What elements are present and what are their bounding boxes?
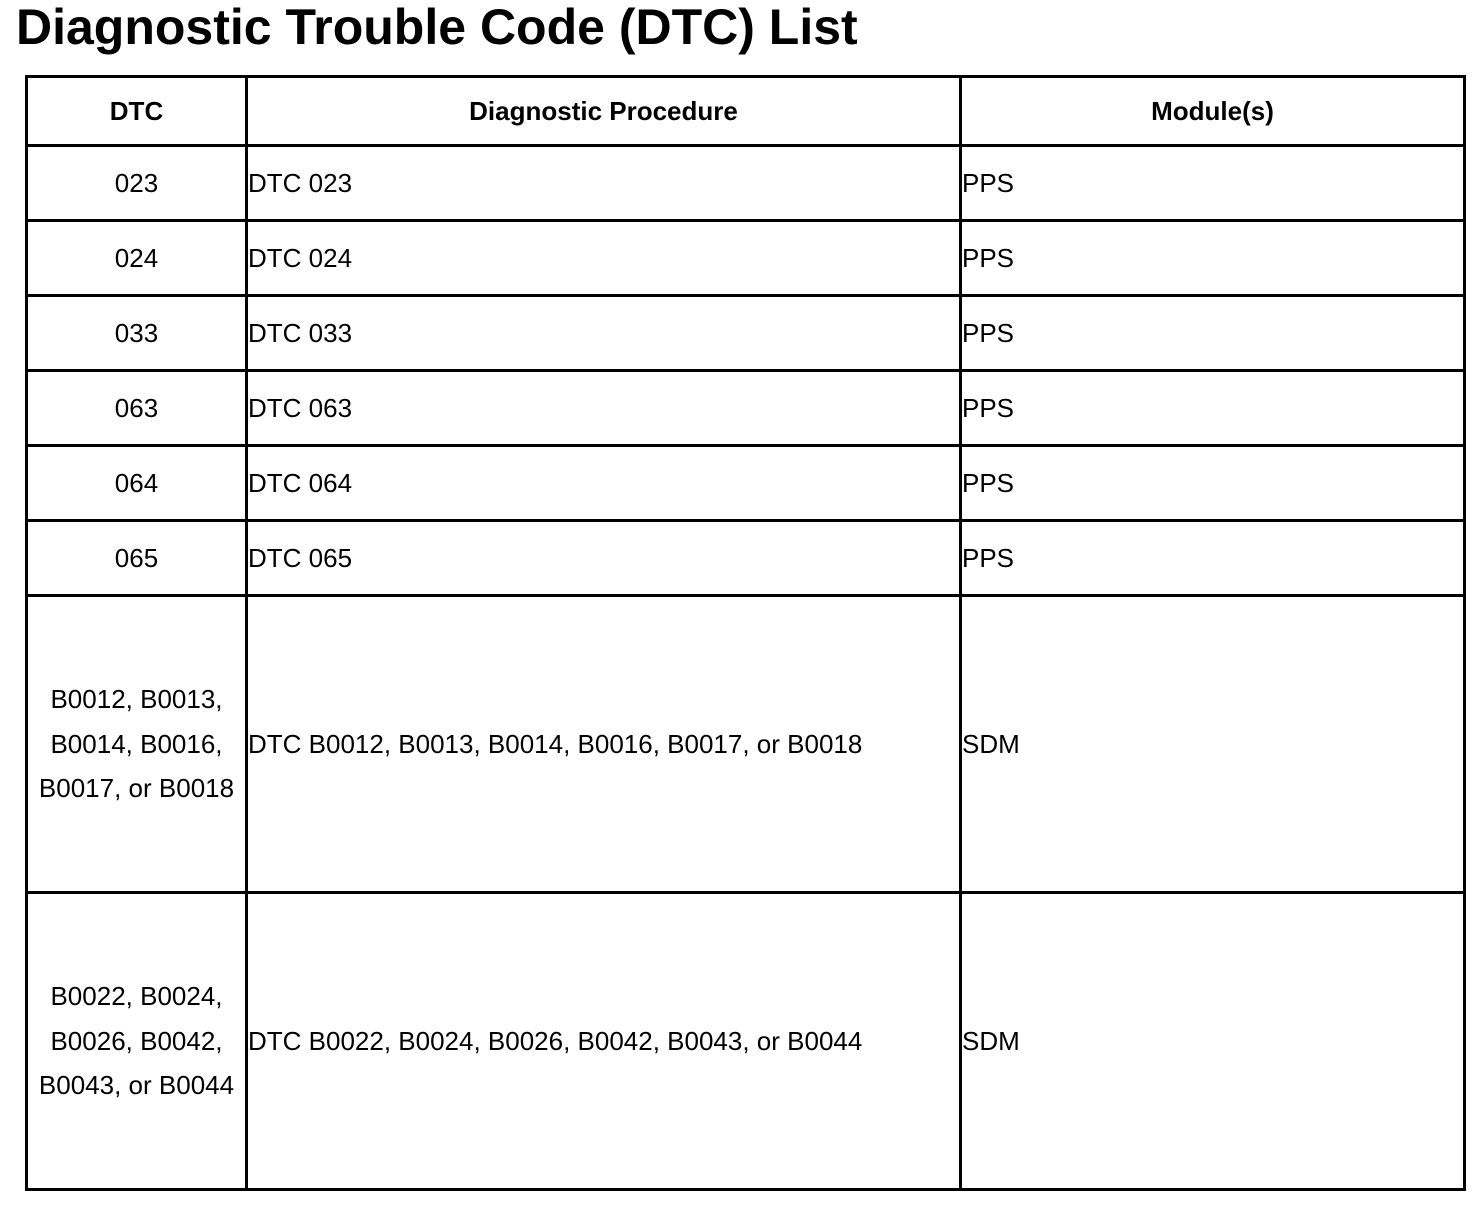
header-diagnostic-procedure: Diagnostic Procedure (247, 77, 961, 146)
table-row (27, 221, 1465, 296)
module-name: PPS (961, 446, 1465, 521)
table-row (27, 146, 1465, 221)
dtc-code: 063 (27, 371, 247, 446)
module-name: SDM (961, 596, 1465, 893)
module-name: PPS (961, 296, 1465, 371)
dtc-code: 065 (27, 521, 247, 596)
dtc-code: 033 (27, 296, 247, 371)
diagnostic-procedure-link: DTC 065 (247, 521, 961, 596)
table-header-row (27, 77, 1465, 146)
diagnostic-procedure-link: DTC 024 (247, 221, 961, 296)
table-row (27, 893, 1465, 1190)
diagnostic-procedure-link: DTC 033 (247, 296, 961, 371)
table-row (27, 446, 1465, 521)
module-name: PPS (961, 521, 1465, 596)
diagnostic-procedure-link: DTC 063 (247, 371, 961, 446)
dtc-code: 024 (27, 221, 247, 296)
dtc-code: B0022, B0024, B0026, B0042, B0043, or B0044 (27, 893, 247, 1190)
module-name: PPS (961, 221, 1465, 296)
module-name: PPS (961, 146, 1465, 221)
module-name: PPS (961, 371, 1465, 446)
diagnostic-procedure-link: DTC 064 (247, 446, 961, 521)
dtc-table (25, 75, 1466, 1191)
table-row (27, 596, 1465, 893)
module-name: SDM (961, 893, 1465, 1190)
dtc-code: 023 (27, 146, 247, 221)
table-row (27, 521, 1465, 596)
page-title: Diagnostic Trouble Code (DTC) List (16, 0, 858, 55)
table-row (27, 296, 1465, 371)
diagnostic-procedure-link: DTC B0012, B0013, B0014, B0016, B0017, or B0018 (247, 596, 961, 893)
table-row (27, 371, 1465, 446)
header-dtc: DTC (27, 77, 247, 146)
dtc-code: 064 (27, 446, 247, 521)
header-modules: Module(s) (961, 77, 1465, 146)
dtc-code: B0012, B0013, B0014, B0016, B0017, or B0018 (27, 596, 247, 893)
diagnostic-procedure-link: DTC 023 (247, 146, 961, 221)
diagnostic-procedure-link: DTC B0022, B0024, B0026, B0042, B0043, or B0044 (247, 893, 961, 1190)
